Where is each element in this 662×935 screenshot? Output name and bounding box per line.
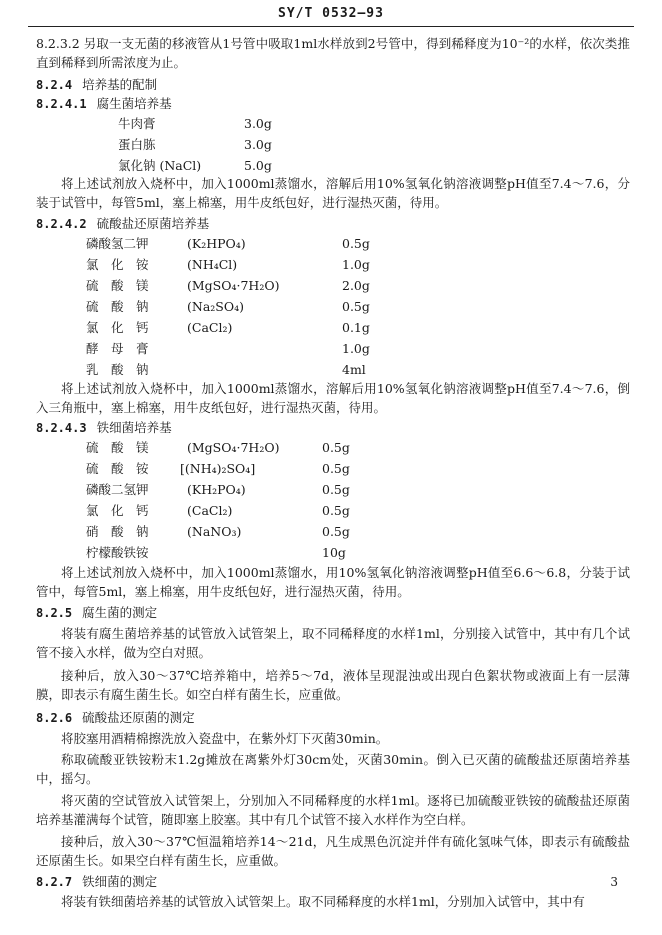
- ingredient-amount: 0.5g: [322, 461, 350, 476]
- para-8-2-3-2: 8.2.3.2 另取一支无菌的移液管从1号管中吸取1ml水样放到2号管中，得到稀释度为10⁻²的水样，依次类推直到稀释到所需浓度为止。: [36, 36, 630, 70]
- ingredient-name: 硝 酸 钠: [86, 524, 149, 539]
- ingredient-formula: (CaCl₂): [187, 320, 233, 335]
- ingredient-amount: 4ml: [342, 362, 366, 377]
- para-8-2-4-1: 将上述试剂放入烧杯中，加入1000ml蒸馏水，溶解后用10%氢氧化钠溶液调整pH值至7.4～7.6，分装于试管中，每管5ml，塞上棉塞，用牛皮纸包好，进行湿热灭菌，待用。: [36, 176, 630, 210]
- ingredient-amount: 0.5g: [322, 440, 350, 455]
- ingredient-name: 乳 酸 钠: [86, 362, 149, 377]
- ingredient-formula: (Na₂SO₄): [187, 299, 244, 314]
- ingredient-name: 硫 酸 钠: [86, 299, 149, 314]
- section-number: 8.2.5: [36, 606, 73, 620]
- para-8-2-6-d: 接种后，放入30～37℃恒温箱培养14～21d，凡生成黑色沉淀并伴有硫化氢味气体，即表示有硫酸盐还原菌生长。如果空白样有菌生长，应重做。: [36, 834, 630, 868]
- ingredient-amount: 1.0g: [342, 341, 370, 356]
- section-number: 8.2.4.2: [36, 217, 87, 231]
- ingredient-name: 牛肉膏: [118, 116, 156, 131]
- page-number: 3: [610, 875, 618, 889]
- heading-8-2-4-2: [36, 214, 209, 234]
- ingredient-amount: 5.0g: [244, 158, 272, 173]
- ingredient-name: 磷酸氢二钾: [86, 236, 149, 251]
- ingredient-amount: 1.0g: [342, 257, 370, 272]
- section-title: 培养基的配制: [82, 77, 158, 92]
- page-header-standard-code: SY/T 0532—93: [278, 6, 384, 21]
- heading-8-2-4-3: [36, 418, 172, 438]
- ingredient-amount: 2.0g: [342, 278, 370, 293]
- section-title: 腐生菌的测定: [82, 605, 158, 620]
- ingredient-name: 氯 化 铵: [86, 257, 149, 272]
- ingredient-formula: (MgSO₄·7H₂O): [187, 440, 280, 455]
- ingredient-formula: [(NH₄)₂SO₄]: [180, 461, 256, 476]
- section-number: 8.2.6: [36, 711, 73, 725]
- heading-8-2-6: [36, 708, 195, 728]
- heading-8-2-7: [36, 872, 157, 892]
- ingredient-name: 柠檬酸铁铵: [86, 545, 149, 560]
- section-title: 铁细菌的测定: [82, 874, 158, 889]
- ingredient-amount: 0.5g: [342, 236, 370, 251]
- ingredient-name: 磷酸二氢钾: [86, 482, 149, 497]
- ingredient-amount: 0.5g: [322, 482, 350, 497]
- ingredient-name: 硫 酸 镁: [86, 278, 149, 293]
- ingredient-name: 氯 化 钙: [86, 503, 149, 518]
- ingredient-amount: 0.5g: [322, 503, 350, 518]
- para-8-2-6-b: 称取硫酸亚铁铵粉末1.2g摊放在离紫外灯30cm处，灭菌30min。倒入已灭菌的硫酸盐还原菌培养基中，摇匀。: [36, 752, 630, 786]
- ingredient-amount: 3.0g: [244, 137, 272, 152]
- para-8-2-6-a: 将胶塞用酒精棉擦洗放入瓷盘中，在紫外灯下灭菌30min。: [61, 731, 389, 746]
- section-number: 8.2.4.1: [36, 97, 87, 111]
- heading-8-2-5: [36, 603, 157, 623]
- section-title: 硫酸盐还原菌培养基: [96, 216, 210, 231]
- heading-8-2-4-1: [36, 94, 172, 114]
- section-number: 8.2.4.3: [36, 421, 87, 435]
- ingredient-amount: 0.1g: [342, 320, 370, 335]
- ingredient-name: 氯化钠 (NaCl): [118, 158, 202, 173]
- para-8-2-7: 将装有铁细菌培养基的试管放入试管架上。取不同稀释度的水样1ml，分别加入试管中，其中有: [61, 894, 585, 909]
- heading-8-2-4: [36, 75, 157, 95]
- ingredient-formula: (NaNO₃): [187, 524, 242, 539]
- section-title: 硫酸盐还原菌的测定: [82, 710, 195, 725]
- ingredient-formula: (K₂HPO₄): [187, 236, 246, 251]
- ingredient-name: 氯 化 钙: [86, 320, 149, 335]
- para-8-2-4-3: 将上述试剂放入烧杯中，加入1000ml蒸馏水，用10%氢氧化钠溶液调整pH值至6.6～6.8，分装于试管中，每管5ml，塞上棉塞，用牛皮纸包好，进行湿热灭菌，待用。: [36, 565, 630, 599]
- ingredient-amount: 0.5g: [342, 299, 370, 314]
- ingredient-amount: 10g: [322, 545, 346, 560]
- section-title: 腐生菌培养基: [96, 96, 172, 111]
- ingredient-formula: (KH₂PO₄): [187, 482, 246, 497]
- ingredient-formula: (CaCl₂): [187, 503, 233, 518]
- header-rule: [28, 26, 634, 27]
- para-8-2-5-b: 接种后，放入30～37℃培养箱中，培养5～7d，液体呈现混浊或出现白色絮状物或液面上有一层薄膜，即表示有腐生菌生长。如空白样有菌生长，应重做。: [36, 668, 630, 702]
- ingredient-name: 硫 酸 铵: [86, 461, 149, 476]
- ingredient-amount: 3.0g: [244, 116, 272, 131]
- ingredient-name: 蛋白胨: [118, 137, 156, 152]
- ingredient-amount: 0.5g: [322, 524, 350, 539]
- para-8-2-5-a: 将装有腐生菌培养基的试管放入试管架上，取不同稀释度的水样1ml，分别接入试管中，其中有几个试管不接入水样，做为空白对照。: [36, 626, 630, 660]
- ingredient-name: 硫 酸 镁: [86, 440, 149, 455]
- ingredient-formula: (MgSO₄·7H₂O): [187, 278, 280, 293]
- section-number: 8.2.4: [36, 78, 73, 92]
- ingredient-name: 酵 母 膏: [86, 341, 149, 356]
- para-8-2-6-c: 将灭菌的空试管放入试管架上，分别加入不同稀释度的水样1ml。逐将已加硫酸亚铁铵的硫酸盐还原菌培养基灌满每个试管，随即塞上胶塞。其中有几个试管不接入水样作为空白样。: [36, 793, 630, 827]
- section-title: 铁细菌培养基: [96, 420, 172, 435]
- ingredient-formula: (NH₄Cl): [187, 257, 238, 272]
- section-number: 8.2.7: [36, 875, 73, 889]
- para-8-2-4-2: 将上述试剂放入烧杯中，加入1000ml蒸馏水，溶解后用10%氢氧化钠溶液调整pH值至7.4～7.6，倒入三角瓶中，塞上棉塞，用牛皮纸包好，进行湿热灭菌，待用。: [36, 381, 630, 415]
